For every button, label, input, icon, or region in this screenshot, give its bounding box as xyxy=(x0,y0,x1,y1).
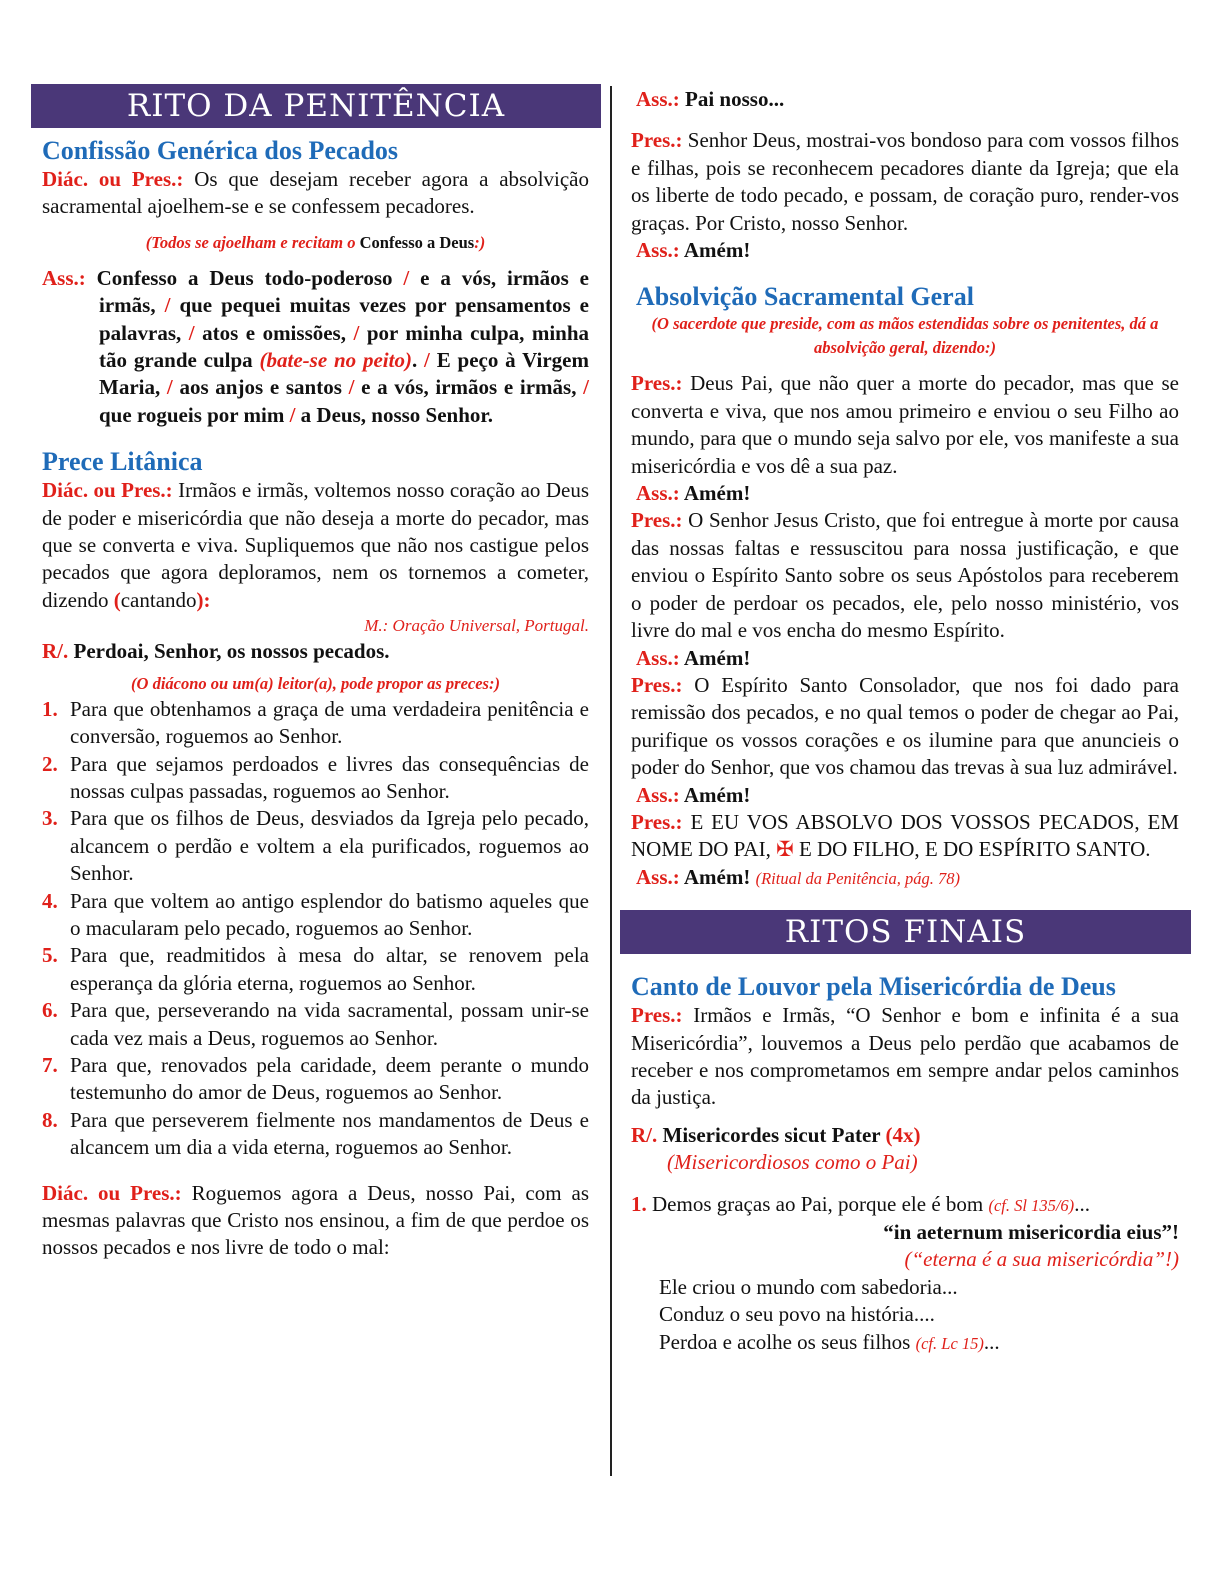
response-translation: (Misericordiosos como o Pai) xyxy=(667,1150,918,1175)
separator: / xyxy=(403,265,410,290)
response-text: Misericordes sicut Pater xyxy=(662,1122,881,1147)
amen-text: Amém! xyxy=(683,645,751,670)
left-column xyxy=(31,84,601,1262)
separator: / xyxy=(289,402,296,427)
response-label: R/. xyxy=(42,639,69,664)
amen-line-final xyxy=(631,864,1179,892)
amen-text: Amém! xyxy=(683,864,751,889)
prece-intro-text: Irmãos e irmãs, voltemos nosso coração ao Deus de poder e misericórdia que não deseja a morte do pecador, mas que se converta e viva. Supliquemos que não nos castigue pelos pecados que agora deploramos, nem os tornemos a cometer, dizendo xyxy=(42,478,590,612)
verse-line: Ele criou o mundo com sabedoria... xyxy=(659,1274,958,1299)
rubric-confesso xyxy=(42,231,589,255)
assembly-label: Ass.: xyxy=(636,238,680,263)
section-banner-ritos-finais: RITOS FINAIS xyxy=(620,910,1191,954)
prece-number: 3. xyxy=(42,806,58,831)
prece-intro-cantando: cantando xyxy=(120,587,197,612)
absolvicao-text: O Espírito Santo Consolador, que nos foi dado para remissão dos pecados, e no qual temos o poder de chegar ao Pai, purifique os vossos corações e os ilumine para que anuncieis o poder do Senhor, que vos chamou das trevas à sua luz admirável. xyxy=(631,672,1180,780)
canto-intro-text: Irmãos e Irmãs, “O Senhor e bom e infinita é a sua Misericórdia”, louvemos a Deus pelo perdão que acabamos de receber e nos comprometamos em sempre andar pelos caminhos da justiça. xyxy=(631,1003,1179,1110)
rubric-prayer-name: Confesso a Deus xyxy=(359,232,475,252)
verse-text: Perdoa e acolhe os seus filhos xyxy=(659,1329,911,1354)
speaker-label: Diác. ou Pres.: xyxy=(42,478,173,503)
absolvicao-formula-text: E EU VOS ABSOLVO DOS VOSSOS PECADOS, EM NOME DO PAI, xyxy=(631,809,1179,862)
pai-nosso-line xyxy=(631,86,1179,113)
latin-translation: (“eterna é a sua misericórdia”!) xyxy=(904,1247,1179,1272)
paren: ( xyxy=(113,587,121,612)
ellipsis: ... xyxy=(1074,1191,1090,1216)
absolvicao-text: O Senhor Jesus Cristo, que foi entregue à morte por causa das nossas faltas e ressuscitou para nossa justificação, e que enviou o Espírito Santo sobre os seus Apóstolos para receberem o poder de perdoar os pecados, ele, pelo nosso ministério, vos livre do mal e vos encha do mesmo Espírito. xyxy=(631,508,1179,643)
presider-label: Pres.: xyxy=(631,672,683,697)
scripture-reference: (cf. Sl 135/6) xyxy=(988,1195,1075,1215)
pai-nosso-text: Pai nosso... xyxy=(685,87,785,111)
amen-line xyxy=(631,782,1179,809)
paren: ): xyxy=(196,587,211,612)
separator: / xyxy=(166,375,173,400)
confesso-line: a Deus, nosso Senhor. xyxy=(300,402,494,427)
absolvicao-p2 xyxy=(631,507,1179,644)
repeat-count: (4x) xyxy=(885,1122,921,1147)
verse-number: 1. xyxy=(631,1191,647,1216)
assembly-label: Ass.: xyxy=(636,87,680,111)
prece-number: 7. xyxy=(42,1052,58,1077)
verse-1 xyxy=(631,1191,1179,1219)
heading-prece: Prece Litânica xyxy=(42,447,203,477)
verse-text: Demos graças ao Pai, porque ele é bom xyxy=(652,1191,984,1216)
canto-response xyxy=(631,1122,1179,1149)
prece-number: 4. xyxy=(42,888,58,913)
confesso-line: e a vós, irmãos e irmãs, xyxy=(99,265,590,318)
prece-text: Para que, readmitidos à mesa do altar, se renovem pela esperança da glória eterna, roguemos ao Senhor. xyxy=(70,943,589,995)
prece-text: Para que os filhos de Deus, desviados da Igreja pelo pecado, alcancem o perdão e voltem a ela purificados, roguemos ao Senhor. xyxy=(70,806,589,886)
assembly-label: Ass.: xyxy=(636,782,680,807)
rubric-text-end: :) xyxy=(474,232,486,252)
separator: / xyxy=(424,348,430,373)
assembly-label: Ass.: xyxy=(636,645,680,670)
heading-canto: Canto de Louvor pela Misericórdia de Deus xyxy=(631,972,1116,1002)
presider-label: Pres.: xyxy=(631,508,683,533)
amen-line xyxy=(631,480,1179,507)
absolvicao-formula xyxy=(631,809,1179,864)
pres-prayer-text: Senhor Deus, mostrai-vos bondoso para com vossos filhos e filhas, pois se reconhecem pecadores diante da Igreja; que ela os liberte de todo pecado, e possam, de coração puro, render-vos graças. Por Cristo, nosso Senhor. xyxy=(631,128,1179,235)
prece-number: 8. xyxy=(42,1107,58,1132)
music-reference: M.: Oração Universal, Portugal. xyxy=(364,616,589,636)
presider-label: Pres.: xyxy=(631,371,683,396)
confesso-rubric: (bate-se no peito) xyxy=(259,348,412,373)
absolvicao-p3 xyxy=(631,672,1179,782)
confissao-intro xyxy=(42,166,589,221)
speaker-label: Diác. ou Pres.: xyxy=(42,167,184,191)
presider-label: Pres.: xyxy=(631,1003,683,1028)
separator: / xyxy=(164,293,171,318)
prece-text: Para que perseverem fielmente nos mandamentos de Deus e alcancem um dia a vida eterna, roguemos ao Senhor. xyxy=(70,1107,589,1160)
prece-text: Para que voltem ao antigo esplendor do batismo aqueles que o macularam pelo pecado, roguemos ao Senhor. xyxy=(70,888,589,940)
prece-text: Para que, perseverando na vida sacramental, possam unir-se cada vez mais a Deus, roguemos ao Senhor. xyxy=(70,998,589,1050)
canto-intro xyxy=(631,1002,1179,1112)
amen-text: Amém! xyxy=(683,782,751,807)
confesso-line: por minha culpa, minha tão grande culpa xyxy=(99,320,590,373)
prece-item xyxy=(42,942,589,997)
prece-text: Para que sejamos perdoados e livres das consequências de nossas culpas passadas, roguemos ao Senhor. xyxy=(70,751,589,803)
prece-item xyxy=(42,1052,589,1107)
confissao-intro-text: Os que desejam receber agora a absolvição sacramental ajoelhem-se e se confessem pecadores. xyxy=(42,167,590,219)
prece-text: Para que obtenhamos a graça de uma verdadeira penitência e conversão, roguemos ao Senhor. xyxy=(70,696,589,749)
cross-icon: ✠ xyxy=(776,837,794,862)
speaker-label: Diác. ou Pres.: xyxy=(42,1180,182,1205)
amen-text: Amém! xyxy=(683,238,751,263)
rubric-preces: (O diácono ou um(a) leitor(a), pode propor as preces:) xyxy=(131,673,500,693)
amen-line xyxy=(631,645,1179,672)
amen-text: Amém! xyxy=(683,481,751,506)
confesso-line: que pequei muitas vezes por pensamentos e palavras, xyxy=(99,293,589,345)
assembly-label: Ass.: xyxy=(636,481,680,506)
heading-absolvicao: Absolvição Sacramental Geral xyxy=(636,282,974,312)
prece-item xyxy=(42,888,589,943)
section-banner-penitencia: RITO DA PENITÊNCIA xyxy=(31,84,601,128)
prece-closing-text: Roguemos agora a Deus, nosso Pai, com as mesmas palavras que Cristo nos ensinou, a fim de que perdoe os nossos pecados e nos livre de todo o mal: xyxy=(42,1180,590,1260)
verse-line xyxy=(631,1329,1179,1357)
confesso-line: e a vós, irmãos e irmãs, xyxy=(361,375,577,400)
heading-confissao: Confissão Genérica dos Pecados xyxy=(42,136,399,165)
amen-line xyxy=(631,237,1179,264)
separator: / xyxy=(353,320,360,345)
presider-label: Pres.: xyxy=(631,128,683,153)
confesso-prayer: Ass.: Confesso a Deus todo-poderoso / e a vós, irmãos e irmãs, / que pequei muitas vezes por pensamentos e palavras, / atos e omissões, / por minha culpa, minha tão grande culpa (bate-se no peito). / E peço à Virgem Maria, / aos anjos e santos / e a vós, irmãos e irmãs, / que rogueis por mim / a Deus, nosso Senhor. xyxy=(42,265,590,427)
prece-number: 6. xyxy=(42,998,58,1023)
prece-item xyxy=(42,751,589,806)
prece-number: 5. xyxy=(42,943,58,968)
prece-closing xyxy=(42,1180,589,1262)
absolvicao-text: Deus Pai, que não quer a morte do pecador, mas que se converta e viva, que nos amou primeiro e enviou o seu Filho ao mundo, para que o mundo seja salvo por ele, vos manifeste a sua misericórdia e vos dê a sua paz. xyxy=(631,371,1179,478)
prece-text: Para que, renovados pela caridade, deem perante o mundo testemunho do amor de Deus, roguemos ao Senhor. xyxy=(70,1052,589,1105)
presider-label: Pres.: xyxy=(631,809,683,834)
confesso-line: E peço à Virgem Maria, xyxy=(99,348,589,400)
absolvicao-formula-text: E DO FILHO, E DO ESPÍRITO SANTO. xyxy=(798,837,1151,862)
verse-line: Conduz o seu povo na história.... xyxy=(659,1302,935,1327)
rubric-text: (Todos se ajoelham e recitam o xyxy=(145,232,360,252)
column-divider xyxy=(610,86,612,1476)
confesso-line: Confesso a Deus todo-poderoso xyxy=(96,265,393,290)
prece-intro xyxy=(42,477,589,614)
separator: / xyxy=(188,320,195,345)
latin-refrain: “in aeternum misericordia eius”! xyxy=(883,1220,1179,1244)
response-label: R/. xyxy=(631,1122,658,1147)
response-line xyxy=(42,638,589,665)
prece-number: 1. xyxy=(42,696,58,721)
preces-list xyxy=(42,696,589,1162)
pres-prayer xyxy=(631,127,1179,237)
assembly-label: Ass.: xyxy=(42,265,86,290)
separator: / xyxy=(348,375,355,400)
ellipsis: ... xyxy=(983,1329,1000,1354)
prece-item xyxy=(42,1107,589,1162)
ritual-reference: (Ritual da Penitência, pág. 78) xyxy=(755,868,960,888)
rubric-absolvicao: (O sacerdote que preside, com as mãos estendidas sobre os penitentes, dá a absolvição geral, dizendo:) xyxy=(651,314,1159,358)
absolvicao-p1 xyxy=(631,370,1179,480)
prece-item xyxy=(42,805,589,887)
assembly-label: Ass.: xyxy=(636,864,680,889)
right-column xyxy=(620,86,1191,1357)
prece-item xyxy=(42,997,589,1052)
confesso-line: que rogueis por mim xyxy=(99,402,285,427)
confesso-line: aos anjos e santos xyxy=(179,375,342,400)
separator: / xyxy=(583,375,590,400)
prece-item xyxy=(42,696,589,751)
response-text: Perdoai, Senhor, os nossos pecados. xyxy=(73,639,390,664)
confesso-line: atos e omissões, xyxy=(202,320,346,345)
prece-number: 2. xyxy=(42,751,58,776)
scripture-reference: (cf. Lc 15) xyxy=(915,1333,984,1353)
